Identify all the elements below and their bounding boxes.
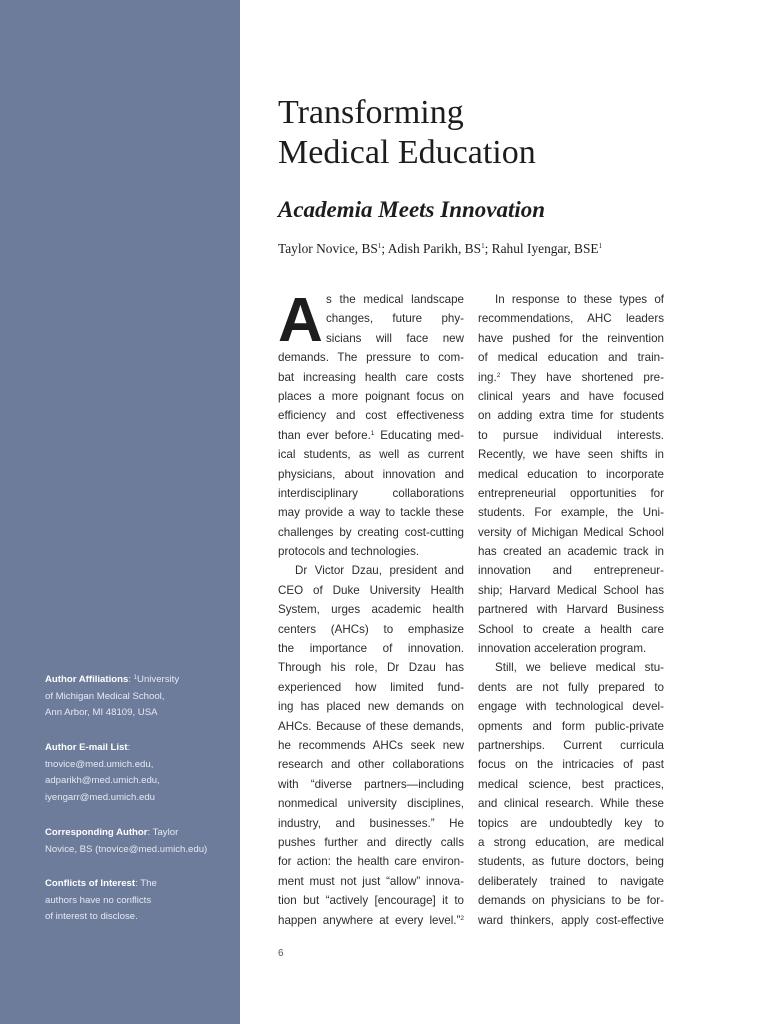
conflicts-of-interest: Conflicts of Interest: The authors have no conflicts of interest to disclose. bbox=[45, 878, 157, 922]
author-byline: Taylor Novice, $BS^1$; Adish Parikh, $BS^1$; Rahul Iyengar, BSE$^1$ bbox=[278, 241, 603, 256]
author-affiliations: Author Affiliations: $^1$University of Michigan Medical School, Ann Arbor, MI 48109, USA bbox=[45, 674, 180, 718]
article-title: Transforming Medical Education bbox=[278, 94, 536, 171]
article-subtitle: Academia Meets Innovation bbox=[278, 197, 546, 222]
drop-cap: A bbox=[278, 286, 323, 355]
email-item[interactable]: iyengarr@med.umich.edu bbox=[45, 791, 155, 803]
page-number: 6 bbox=[278, 948, 284, 959]
affiliations-label: Author Affiliations bbox=[45, 674, 129, 685]
author-email-list: Author E-mail List: tnovice@med.umich.edu, adparikh@med.umich.edu, iyengarr@med.umich.edu bbox=[45, 742, 160, 803]
conflicts-label: Conflicts of Interest bbox=[45, 878, 136, 889]
body-column-right: In response to these types of recommendations, AHC leaders have pushed for the reinvention of medical education and train- ing.$^2$ They have shortened pre- clinical years and have focused on adding extra time for students to pursue individual interests. Recently, we have seen shifts in medical education to incorporate entrepreneurial opportunities for students. For example, the Uni- versity of Michigan Medical School has created an academic track in innovation and entrepreneur- ship; Harvard Medical School has partnered with Harvard Business School to create a health care innovation acceleration program. Still, we believe medical stu- dents are not fully prepared to engage with technological devel- opments and form public-private partnerships. Current curricula focus on the intricacies of past medical science, best practices, and clinical research. While these topics are undoubtedly key to a strong education, are medical students, as future doctors, being deliberately trained to navigate demands on physicians to be for- ward thinkers, apply cost-effective bbox=[478, 293, 664, 927]
email-label: Author E-mail List bbox=[45, 742, 128, 753]
sidebar-panel bbox=[0, 0, 240, 1024]
email-item[interactable]: tnovice@med.umich.edu, bbox=[45, 758, 154, 770]
body-column-left: A s the medical landscape changes, future phy- sicians will face new demands. The pressure to com- bat increasing health care costs places a more poignant focus on efficiency and cost effectiveness than ever before.$^1$ Educating med- ical students, as well as current physicians, about innovation and interdisciplinary collaborations may provide a way to tackle these challenges by creating cost-cutting protocols and technologies. Dr Victor Dzau, president and CEO of Duke University Health System, urges academic health centers (AHCs) to emphasize the importance of innovation. Through his role, Dr Dzau has experienced how limited fund- ing has placed new demands on AHCs. Because of these demands, he recommends AHCs seek new research and other collaborations with “diverse partners—including nonmedical university disciplines, industry, and businesses.” He pushes further and directly calls for action: the health care environ- ment must not just “allow” innova- tion but “actively [encourage] it to happen anywhere at every level.”$^2$ bbox=[278, 286, 464, 927]
corresponding-author: Corresponding Author: Taylor Novice, BS (tnovice@med.umich.edu) bbox=[45, 827, 208, 855]
corresponding-label: Corresponding Author bbox=[45, 827, 148, 838]
email-item[interactable]: adparikh@med.umich.edu, bbox=[45, 775, 160, 786]
